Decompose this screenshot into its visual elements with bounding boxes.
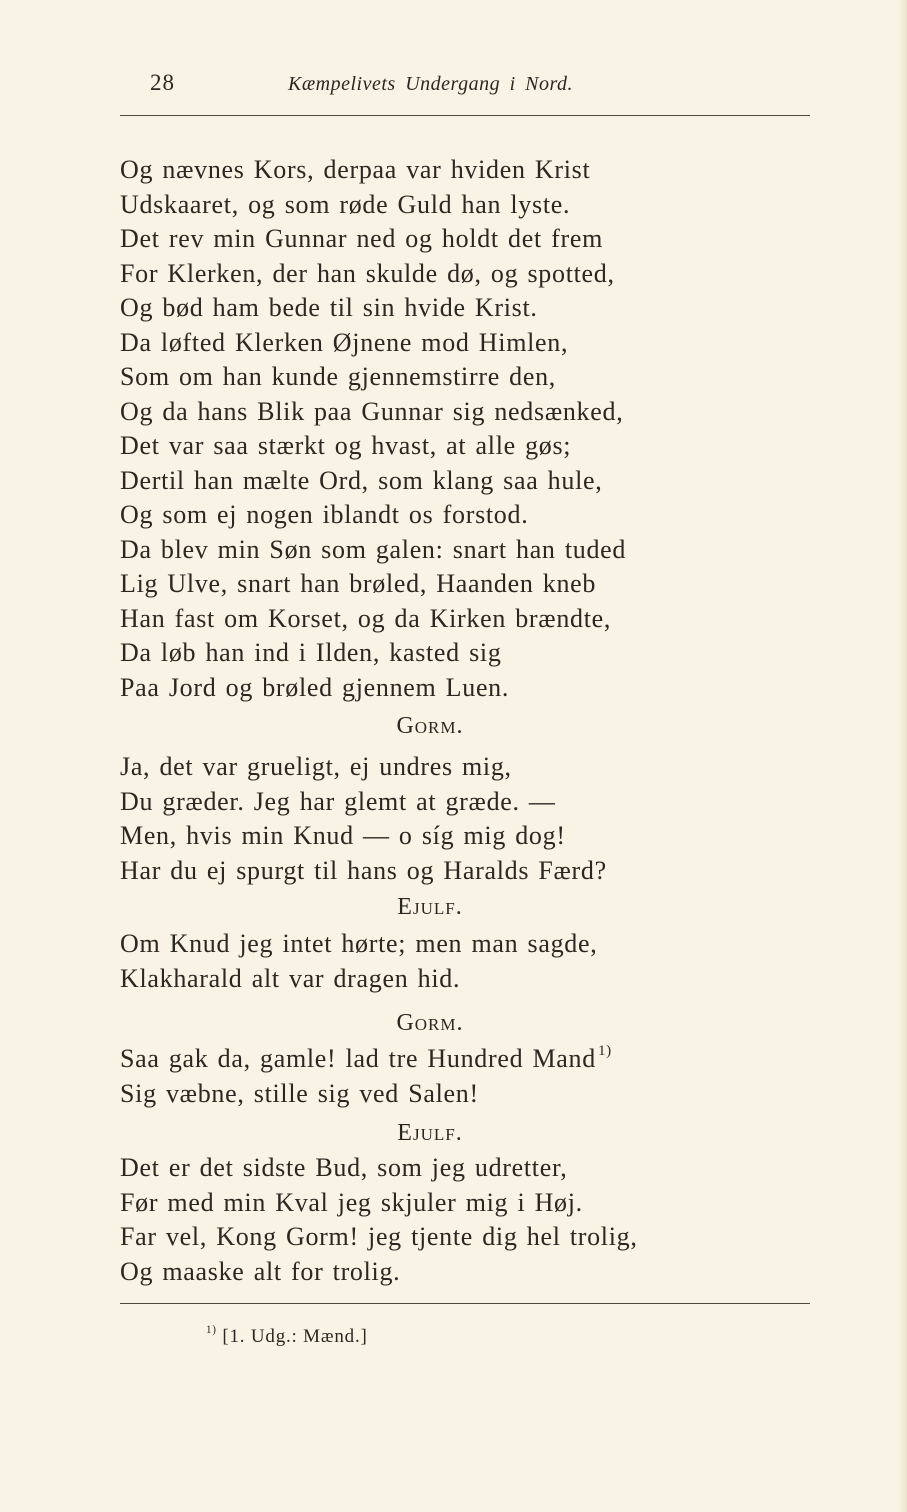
footnote-text: [1. Udg.: Mænd.] <box>222 1326 368 1347</box>
verse-line: Det var saa stærkt og hvast, at alle gøs; <box>120 431 572 460</box>
verse-line: Og nævnes Kors, derpaa var hviden Krist <box>120 155 591 184</box>
footnote-rule <box>120 1303 810 1304</box>
verse-line: Og som ej nogen iblandt os forstod. <box>120 500 529 529</box>
verse-line: Har du ej spurgt til hans og Haralds Færd? <box>120 856 607 885</box>
verse-line: Udskaaret, og som røde Guld han lyste. <box>120 190 571 219</box>
verse-line: Da blev min Søn som galen: snart han tuded <box>120 535 627 564</box>
verse-line: Før med min Kval jeg skjuler mig i Høj. <box>120 1188 583 1217</box>
header-rule <box>120 115 810 116</box>
verse-line: Han fast om Korset, og da Kirken brændte, <box>120 604 612 633</box>
running-title: Kæmpelivets Undergang i Nord. <box>288 73 574 95</box>
footnote <box>204 1326 368 1348</box>
speaker-heading: Ejulf. <box>397 1120 463 1146</box>
speaker-heading: Gorm. <box>396 1010 464 1036</box>
verse-line: Om Knud jeg intet hørte; men man sagde, <box>120 929 598 958</box>
verse-line-text: Saa gak da, gamle! lad tre Hundred Mand <box>120 1044 596 1073</box>
verse-line: Og bød ham bede til sin hvide Krist. <box>120 293 538 322</box>
speaker-heading: Ejulf. <box>397 894 463 920</box>
verse-line: Som om han kunde gjennemstirre den, <box>120 362 556 391</box>
verse-line: Ja, det var grueligt, ej undres mig, <box>120 752 512 781</box>
verse-line: Da løfted Klerken Øjnene mod Himlen, <box>120 328 569 357</box>
verse-line: Paa Jord og brøled gjennem Luen. <box>120 673 510 702</box>
verse-line: Dertil han mælte Ord, som klang saa hule, <box>120 466 603 495</box>
verse-line: Men, hvis min Knud — o síg mig dog! <box>120 821 566 850</box>
verse-line: Da løb han ind i Ilden, kasted sig <box>120 638 502 667</box>
verse-line: Det rev min Gunnar ned og holdt det frem <box>120 224 603 253</box>
verse-line: Far vel, Kong Gorm! jeg tjente dig hel trolig, <box>120 1222 638 1251</box>
verse-line: Du græder. Jeg har glemt at græde. — <box>120 787 556 816</box>
verse-line: Og da hans Blik paa Gunnar sig nedsænked, <box>120 397 624 426</box>
speaker-heading: Gorm. <box>396 713 464 739</box>
verse-line: Klakharald alt var dragen hid. <box>120 964 461 993</box>
page-number: 28 <box>150 70 175 95</box>
verse-line: Lig Ulve, snart han brøled, Haanden kneb <box>120 569 597 598</box>
verse-line: Og maaske alt for trolig. <box>120 1257 401 1286</box>
footnote-marker: 1) <box>206 1324 217 1337</box>
footnote-reference: 1) <box>597 1043 612 1060</box>
page-edge-shadow <box>899 0 907 1512</box>
verse-line: For Klerken, der han skulde dø, og spotted, <box>120 259 615 288</box>
verse-line-with-note <box>120 1042 612 1076</box>
verse-line: Sig væbne, stille sig ved Salen! <box>120 1079 479 1108</box>
verse-line: Det er det sidste Bud, som jeg udretter, <box>120 1153 568 1182</box>
